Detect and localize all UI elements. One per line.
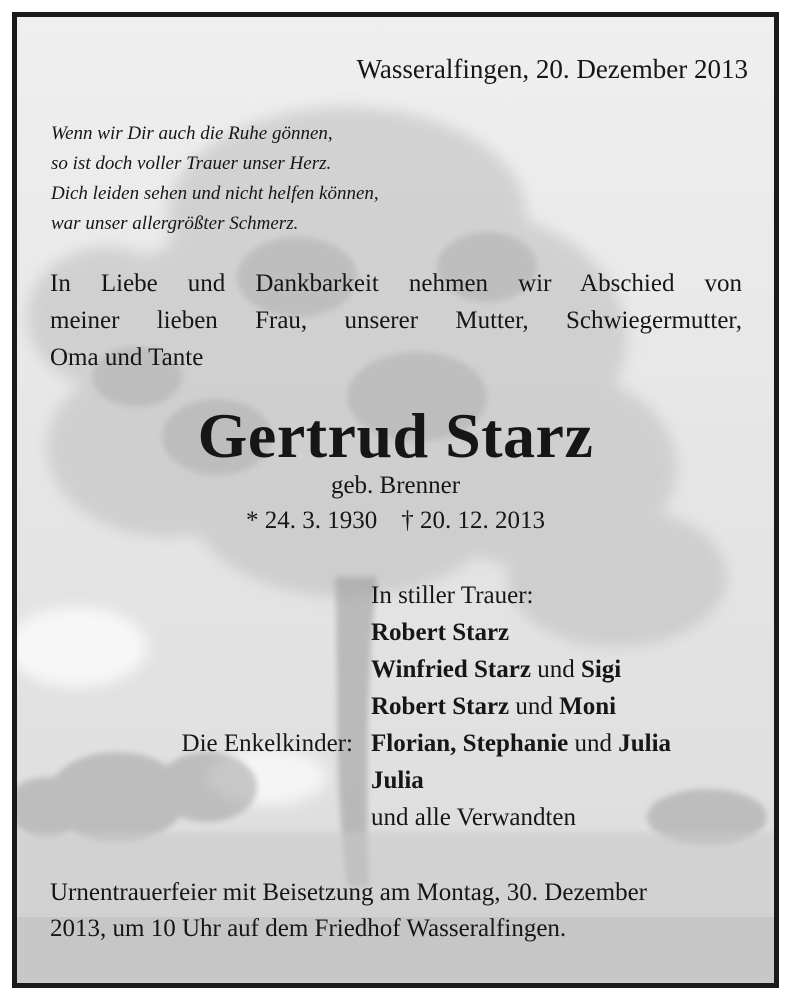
mourners-heading: In stiller Trauer:: [371, 582, 534, 609]
funeral-info: [50, 875, 744, 947]
mourner-name: Florian, Stephanie: [371, 730, 569, 757]
mourner-line: [371, 762, 424, 799]
mourner-line: [371, 651, 621, 688]
poem-line: Wenn wir Dir auch die Ruhe gönnen,: [51, 123, 333, 144]
conjunction: und: [574, 730, 612, 757]
grandchildren-line: [371, 725, 671, 762]
mourner-name: Robert Starz: [371, 619, 510, 646]
grandchildren-label: Die Enkelkinder:: [181, 730, 353, 757]
place-date: Wasseralfingen, 20. Dezember 2013: [356, 54, 748, 84]
intro-text: [50, 265, 742, 376]
poem-line: war unser allergrößter Schmerz.: [51, 213, 299, 234]
mourner-name: Winfried Starz: [371, 656, 531, 683]
birth-date: * 24. 3. 1930: [246, 507, 378, 534]
intro-line: meiner lieben Frau, unserer Mutter, Schwiegermutter,: [50, 307, 742, 334]
intro-line: Oma und Tante: [50, 344, 204, 371]
poem: [51, 119, 379, 239]
poem-line: Dich leiden sehen und nicht helfen können,: [51, 183, 379, 204]
mourner-name: Sigi: [580, 656, 622, 683]
poem-line: so ist doch voller Trauer unser Herz.: [51, 153, 332, 174]
death-date: † 20. 12. 2013: [401, 507, 545, 534]
mourner-name: Moni: [559, 693, 617, 720]
mourner-name: Robert Starz: [371, 693, 510, 720]
funeral-info-line: 2013, um 10 Uhr auf dem Friedhof Wasseralfingen.: [50, 915, 567, 942]
birth-name: geb. Brenner: [330, 472, 461, 499]
deceased-name: Gertrud Starz: [197, 400, 594, 471]
life-dates: [17, 507, 774, 535]
relatives-line: und alle Verwandten: [371, 804, 577, 831]
mourner-name: Julia: [371, 767, 424, 794]
funeral-info-line: Urnentrauerfeier mit Beisetzung am Montag, 30. Dezember: [50, 879, 647, 906]
mourner-line: [371, 614, 509, 651]
obituary-notice: [12, 12, 779, 988]
mourner-name: Julia: [618, 730, 672, 757]
conjunction: und: [515, 693, 553, 720]
mourner-line: [371, 688, 616, 725]
conjunction: und: [537, 656, 575, 683]
intro-line: In Liebe und Dankbarkeit nehmen wir Abschied von: [50, 270, 742, 297]
